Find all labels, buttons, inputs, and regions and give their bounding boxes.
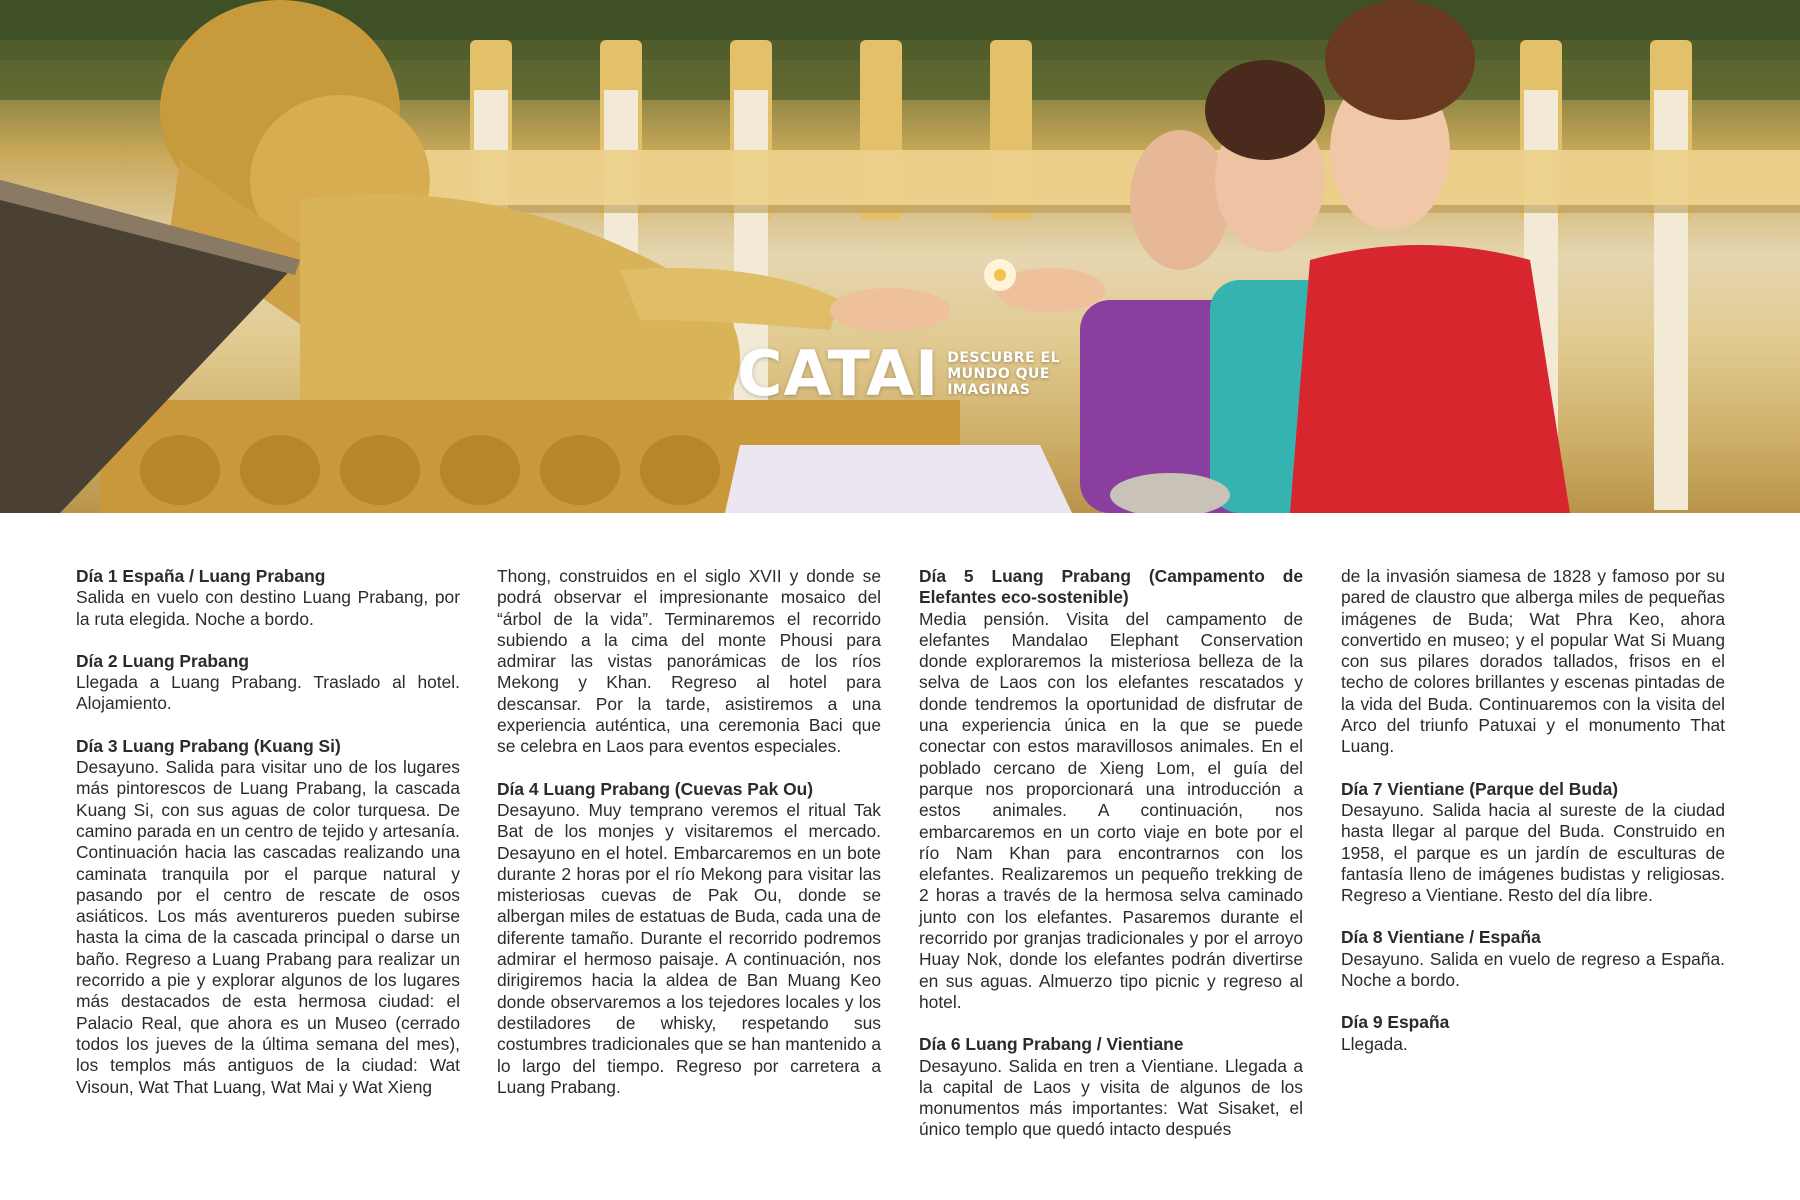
catai-logo <box>737 336 1060 411</box>
day-title: Día 4 Luang Prabang (Cuevas Pak Ou) <box>497 778 814 799</box>
day-title: Día 7 Vientiane (Parque del Buda) <box>1341 778 1619 799</box>
tagline-line-2: MUNDO QUE <box>947 365 1050 382</box>
day-9 <box>1341 1012 1725 1055</box>
itinerary-columns <box>76 566 1726 1166</box>
day-title: Día 8 Vientiane / España <box>1341 927 1541 948</box>
day-title: Día 9 España <box>1341 1012 1450 1033</box>
day-title: Día 2 Luang Prabang <box>76 650 249 671</box>
day-text: Thong, construidos en el siglo XVII y donde se podrá observar el impresionante mosaico del “árbol de la vida”. Terminaremos el recorrido subiendo a la cima del monte Phousi para admirar las vistas panorámicas de los ríos Mekong y Khan. Regreso al hotel para descansar. Por la tarde, asistiremos a una experiencia auténtica, una ceremonia Baci que se celebra en Laos para eventos especiales. <box>497 566 881 757</box>
day-title: Día 3 Luang Prabang (Kuang Si) <box>76 735 341 756</box>
brand-tagline <box>947 350 1060 398</box>
day-title: Día 1 España / Luang Prabang <box>76 566 326 586</box>
day-6-continued <box>1341 566 1725 758</box>
tagline-line-1: DESCUBRE EL <box>947 349 1060 366</box>
day-6 <box>919 1034 1303 1140</box>
column-2 <box>497 566 881 1119</box>
day-7 <box>1341 779 1725 907</box>
day-title: Día 5 Luang Prabang (Campamento de Elefantes eco-sostenible) <box>919 566 1303 608</box>
day-text: Llegada a Luang Prabang. Traslado al hotel. Alojamiento. <box>76 672 460 714</box>
tagline-line-3: IMAGINAS <box>947 381 1031 398</box>
day-text: Desayuno. Salida en vuelo de regreso a España. Noche a bordo. <box>1341 948 1725 991</box>
day-3-continued <box>497 566 881 758</box>
day-3 <box>76 736 460 1098</box>
day-4 <box>497 779 881 1098</box>
column-1 <box>76 566 460 1119</box>
day-text: Desayuno. Salida en tren a Vientiane. Llegada a la capital de Laos y visita de algunos de los monumentos más importantes: Wat Sisaket, el único templo que quedó intacto después <box>919 1055 1303 1140</box>
day-2 <box>76 651 460 715</box>
day-text: Salida en vuelo con destino Luang Prabang, por la ruta elegida. Noche a bordo. <box>76 587 460 629</box>
day-text: Desayuno. Salida para visitar uno de los lugares más pintorescos de Luang Prabang, la cascada Kuang Si, con sus aguas de color turquesa. De camino parada en un centro de tejido y artesanía. Continuación hacia las cascadas realizando una caminata tranquila por el parque natural y pasando por el centro de rescate de osos asiáticos. Los más aventureros pueden subirse hasta la cima de la cascada principal o darse un baño. Regreso a Luang Prabang para realizar un recorrido a pie y explorar algunos de los lugares más destacados de esta hermosa ciudad: el Palacio Real, que ahora es un Museo (cerrado todos los jueves de la última semana del mes), los templos más antiguos de la ciudad: Wat Visoun, Wat That Luang, Wat Mai y Wat Xieng <box>76 757 460 1097</box>
day-5 <box>919 566 1303 1013</box>
column-4 <box>1341 566 1725 1076</box>
reclining-buddha-photo-icon <box>0 0 1800 513</box>
day-title: Día 6 Luang Prabang / Vientiane <box>919 1034 1184 1055</box>
hero-photo <box>0 0 1800 513</box>
day-1 <box>76 566 460 630</box>
column-3 <box>919 566 1303 1162</box>
day-text: de la invasión siamesa de 1828 y famoso por su pared de claustro que alberga miles de pequeñas imágenes de Buda; Wat Phra Keo, ahora convertido en museo; y el popular Wat Si Muang con sus pilares dorados tallados, frisos en el techo de colores brillantes y escenas pintadas de la vida del Buda. Continuaremos con la visita del Arco del triunfo Patuxai y el monumento That Luang. <box>1341 566 1725 757</box>
day-text: Desayuno. Salida hacia al sureste de la ciudad hasta llegar al parque del Buda. Construido en 1958, el parque es un jardín de esculturas de fantasía lleno de imágenes budistas y religiosas. Regreso a Vientiane. Resto del día libre. <box>1341 799 1725 906</box>
day-text: Desayuno. Muy temprano veremos el ritual Tak Bat de los monjes y visitaremos el mercado. Desayuno en el hotel. Embarcaremos en un bote durante 2 horas por el río Mekong para visitar las misteriosas cuevas de Pak Ou, donde se albergan miles de estatuas de Buda, cada una de diferente tamaño. Durante el recorrido podremos admirar el hermoso paisaje. A continuación, nos dirigiremos hacia la aldea de Ban Muang Keo donde observaremos a los tejedores locales y los destiladores de whisky, respetando sus costumbres tradicionales que se han mantenido a lo largo del tiempo. Regreso por carretera a Luang Prabang. <box>497 799 881 1097</box>
day-text: Llegada. <box>1341 1033 1408 1054</box>
brand-name: CATAI <box>737 336 940 410</box>
day-text: Media pensión. Visita del campamento de elefantes Mandalao Elephant Conservation donde exploraremos la misteriosa belleza de la selva de Laos con los elefantes rescatados y donde tendremos la oportunidad de disfrutar de una experiencia única en la que se puede conectar con estos maravillosos animales. En el poblado cercano de Xieng Lom, el guía del parque nos proporcionará una introducción a estos animales. A continuación, nos embarcaremos en un corto viaje en bote por el río Nam Khan para encontrarnos con los elefantes. Realizaremos un pequeño trekking de 2 horas a través de la hermosa selva caminado junto con los elefantes. Pasaremos durante el recorrido por granjas tradicionales y por el arroyo Huay Nok, donde los elefantes podrán divertirse en sus aguas. Almuerzo tipo picnic y regreso al hotel. <box>919 608 1303 1012</box>
day-8 <box>1341 927 1725 991</box>
